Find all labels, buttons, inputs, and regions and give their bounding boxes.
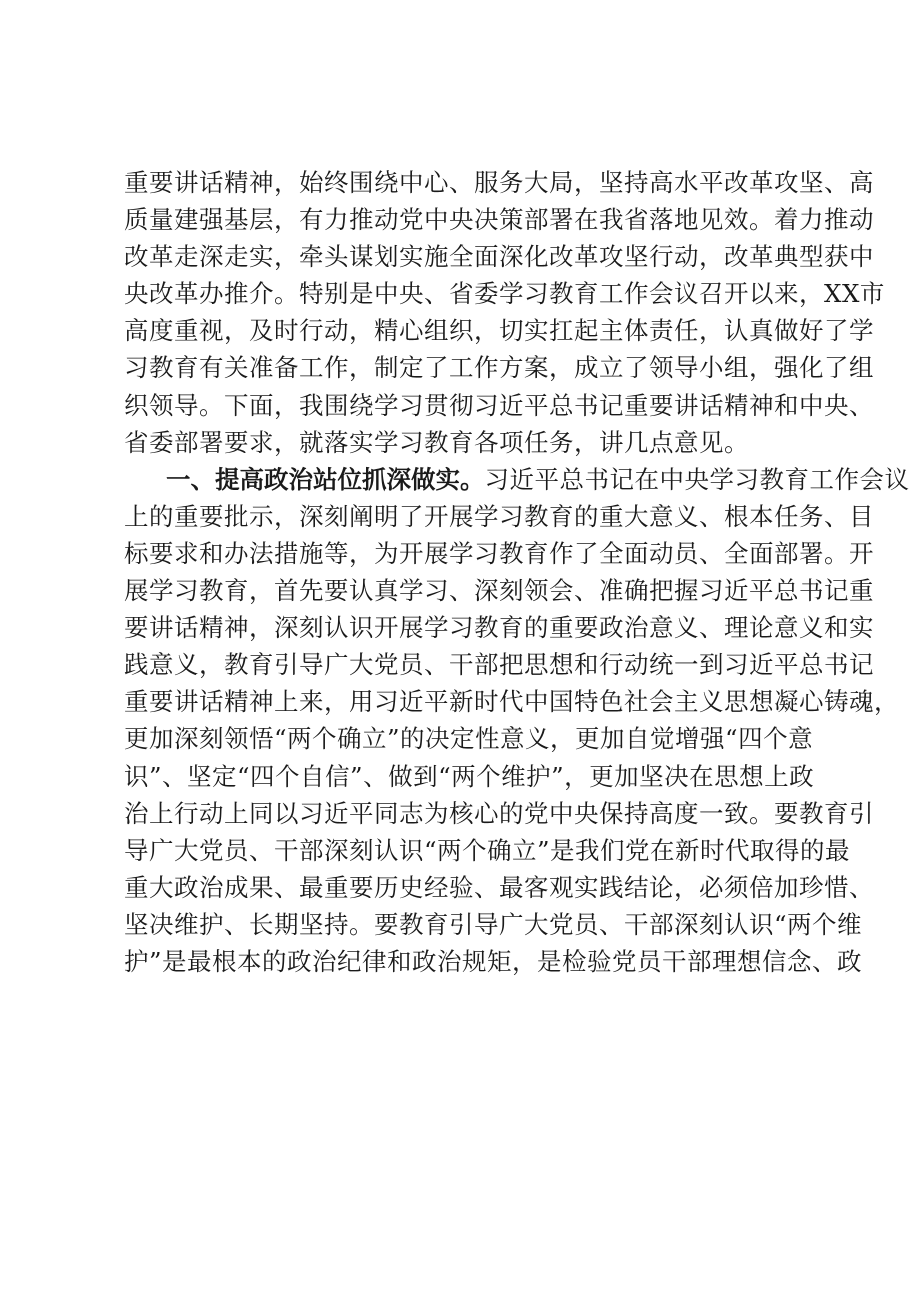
- paragraph-2-line: 坚决维护、长期坚持。要教育引导广大党员、干部深刻认识“两个维: [124, 909, 863, 939]
- paragraph-1-line: 质量建强基层，有力推动党中央决策部署在我省落地见效。着力推动: [124, 205, 874, 235]
- paragraph-2-line: 重大政治成果、最重要历史经验、最客观实践结论，必须倍加珍惜、: [124, 872, 874, 902]
- paragraph-2-line: 导广大党员、干部深刻认识“两个确立”是我们党在新时代取得的最: [124, 835, 851, 865]
- paragraph-1-line: 改革走深走实，牵头谋划实施全面深化改革攻坚行动，改革典型获中: [124, 242, 874, 272]
- body-text: [124, 164, 910, 980]
- paragraph-2-line: 践意义，教育引导广大党员、干部把思想和行动统一到习近平总书记: [124, 650, 874, 680]
- paragraph-1-line: 高度重视，及时行动，精心组织，切实扛起主体责任，认真做好了学: [124, 316, 874, 346]
- paragraph-2-line-start: 习近平总书记在中央学习教育工作会议: [484, 464, 910, 494]
- paragraph-2-line: 展学习教育，首先要认真学习、深刻领会、准确把握习近平总书记重: [124, 576, 874, 606]
- paragraph-1-line: 织领导。下面，我围绕学习贯彻习近平总书记重要讲话精神和中央、: [124, 390, 874, 420]
- paragraph-2-line: 要讲话精神，深刻认识开展学习教育的重要政治意义、理论意义和实: [124, 613, 874, 643]
- paragraph-2-line: 更加深刻领悟“两个确立”的决定性意义，更加自觉增强“四个意: [124, 724, 814, 754]
- section-heading: 一、提高政治站位抓深做实。: [166, 464, 485, 494]
- paragraph-2-first-line: [124, 461, 910, 498]
- paragraph-2-line: 治上行动上同以习近平同志为核心的党中央保持高度一致。要教育引: [124, 798, 874, 828]
- paragraph-1-line: 央改革办推介。特别是中央、省委学习教育工作会议召开以来，XX市: [124, 279, 885, 309]
- paragraph-2-line: 重要讲话精神上来，用习近平新时代中国特色社会主义思想凝心铸魂，: [124, 687, 899, 717]
- paragraph-2-line: 护”是最根本的政治纪律和政治规矩，是检验党员干部理想信念、政: [124, 946, 863, 976]
- paragraph-2-line: 识”、坚定“四个自信”、做到“两个维护”，更加坚决在思想上政: [124, 761, 815, 791]
- paragraph-2-line: 标要求和办法措施等，为开展学习教育作了全面动员、全面部署。开: [124, 538, 874, 568]
- paragraph-1-line: 重要讲话精神，始终围绕中心、服务大局，坚持高水平改革攻坚、高: [124, 168, 874, 197]
- paragraph-1-line: 省委部署要求，就落实学习教育各项任务，讲几点意见。: [124, 427, 749, 457]
- paragraph-1-line: 习教育有关准备工作，制定了工作方案，成立了领导小组，强化了组: [124, 353, 874, 383]
- paragraph-2-line: 上的重要批示，深刻阐明了开展学习教育的重大意义、根本任务、目: [124, 501, 874, 531]
